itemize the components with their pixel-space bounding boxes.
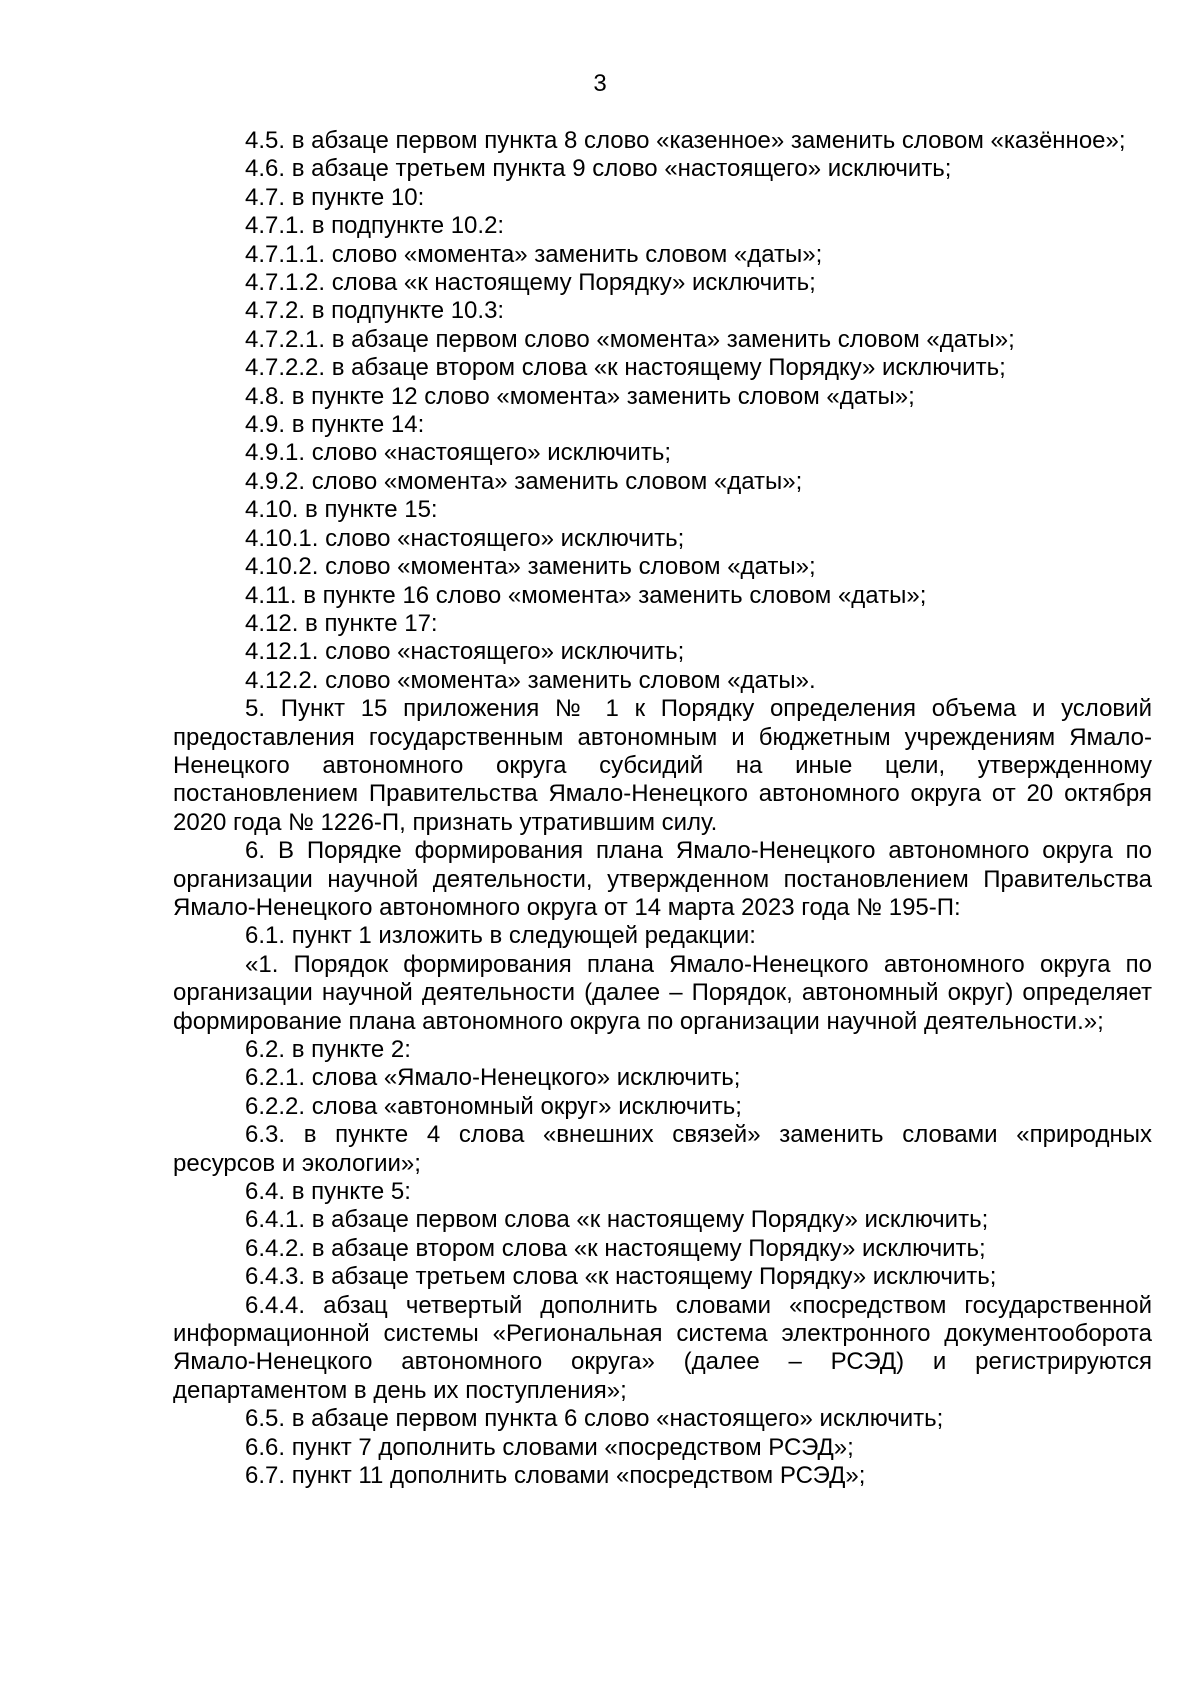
- paragraph-4-5: 4.5. в абзаце первом пункта 8 слово «казенное» заменить словом «казённое»;: [245, 127, 1126, 154]
- paragraph-4-7-2-2: 4.7.2.2. в абзаце втором слова «к настоящему Порядку» исключить;: [245, 354, 1006, 382]
- paragraph-6-4-2: 6.4.2. в абзаце втором слова «к настоящему Порядку» исключить;: [245, 1234, 986, 1262]
- paragraph-6-3: 6.3. в пункте 4 слова «внешних связей» заменить словами «природных ресурсов и экологии»;: [173, 1121, 1152, 1177]
- paragraph-6-4-3: 6.4.3. в абзаце третьем слова «к настоящему Порядку» исключить;: [245, 1263, 997, 1291]
- paragraph-4-9-2: 4.9.2. слово «момента» заменить словом «даты»;: [245, 467, 803, 495]
- paragraph-4-8: 4.8. в пункте 12 слово «момента» заменить словом «даты»;: [245, 382, 915, 410]
- page-number: 3: [593, 70, 607, 97]
- paragraph-6-4-1: 6.4.1. в абзаце первом слова «к настоящему Порядку» исключить;: [245, 1206, 989, 1234]
- paragraph-6-2-1: 6.2.1. слова «Ямало-Ненецкого» исключить;: [245, 1064, 741, 1092]
- paragraph-4-12: 4.12. в пункте 17:: [245, 609, 438, 637]
- paragraph-4-12-2: 4.12.2. слово «момента» заменить словом «даты».: [245, 666, 816, 694]
- paragraph-6-2: 6.2. в пункте 2:: [245, 1036, 411, 1063]
- paragraph-6-6: 6.6. пункт 7 дополнить словами «посредством РСЭД»;: [245, 1433, 854, 1461]
- paragraph-6-2-2: 6.2.2. слова «автономный округ» исключить;: [245, 1092, 742, 1120]
- paragraph-4-9: 4.9. в пункте 14:: [245, 411, 425, 439]
- paragraph-4-7-1-1: 4.7.1.1. слово «момента» заменить словом «даты»;: [245, 240, 823, 268]
- paragraph-6-7: 6.7. пункт 11 дополнить словами «посредством РСЭД»;: [245, 1462, 866, 1490]
- paragraph-4-7-1: 4.7.1. в подпункте 10.2:: [245, 212, 505, 240]
- paragraph-4-7-2-1: 4.7.2.1. в абзаце первом слово «момента» заменить словом «даты»;: [245, 325, 1015, 353]
- document-body: [173, 127, 1152, 1491]
- paragraph-4-7: 4.7. в пункте 10:: [245, 183, 425, 211]
- paragraph-6-5: 6.5. в абзаце первом пункта 6 слово «настоящего» исключить;: [245, 1405, 944, 1433]
- paragraph-4-10-2: 4.10.2. слово «момента» заменить словом «даты»;: [245, 553, 816, 581]
- paragraph-4-12-1: 4.12.1. слово «настоящего» исключить;: [245, 638, 685, 666]
- paragraph-6-1-quote: «1. Порядок формирования плана Ямало-Ненецкого автономного округа по организации научной деятельности (далее – Порядок, автономный округ) определяет формирование плана автономного округа по организации научной деятельности.»;: [173, 950, 1152, 1035]
- paragraph-4-6: 4.6. в абзаце третьем пункта 9 слово «настоящего» исключить;: [245, 155, 952, 183]
- paragraph-4-7-2: 4.7.2. в подпункте 10.3:: [245, 297, 505, 325]
- paragraph-6-4-4: 6.4.4. абзац четвертый дополнить словами «посредством государственной информационной системы «Региональная система электронного документооборота Ямало-Ненецкого автономного округа» (далее – РСЭД) и регистрируются департаментом в день их поступления»;: [173, 1291, 1152, 1404]
- paragraph-6-4: 6.4. в пункте 5:: [245, 1178, 411, 1206]
- paragraph-4-9-1: 4.9.1. слово «настоящего» исключить;: [245, 439, 671, 467]
- paragraph-5: 5. Пункт 15 приложения № 1 к Порядку определения объема и условий предоставления государственным автономным и бюджетным учреждениям Ямало-Ненецкого автономного округа субсидий на иные цели, утвержденному постановлением Правительства Ямало-Ненецкого автономного округа от 20 октября 2020 года № 1226-П, признать утратившим силу.: [173, 695, 1152, 836]
- paragraph-6: 6. В Порядке формирования плана Ямало-Ненецкого автономного округа по организации научной деятельности, утвержденном постановлением Правительства Ямало-Ненецкого автономного округа от 14 марта 2023 года № 195-П:: [173, 837, 1152, 921]
- paragraph-4-10-1: 4.10.1. слово «настоящего» исключить;: [245, 524, 685, 552]
- paragraph-4-11: 4.11. в пункте 16 слово «момента» заменить словом «даты»;: [245, 581, 927, 609]
- paragraph-4-10: 4.10. в пункте 15:: [245, 496, 438, 524]
- paragraph-6-1: 6.1. пункт 1 изложить в следующей редакции:: [245, 922, 756, 950]
- paragraph-4-7-1-2: 4.7.1.2. слова «к настоящему Порядку» исключить;: [245, 269, 816, 297]
